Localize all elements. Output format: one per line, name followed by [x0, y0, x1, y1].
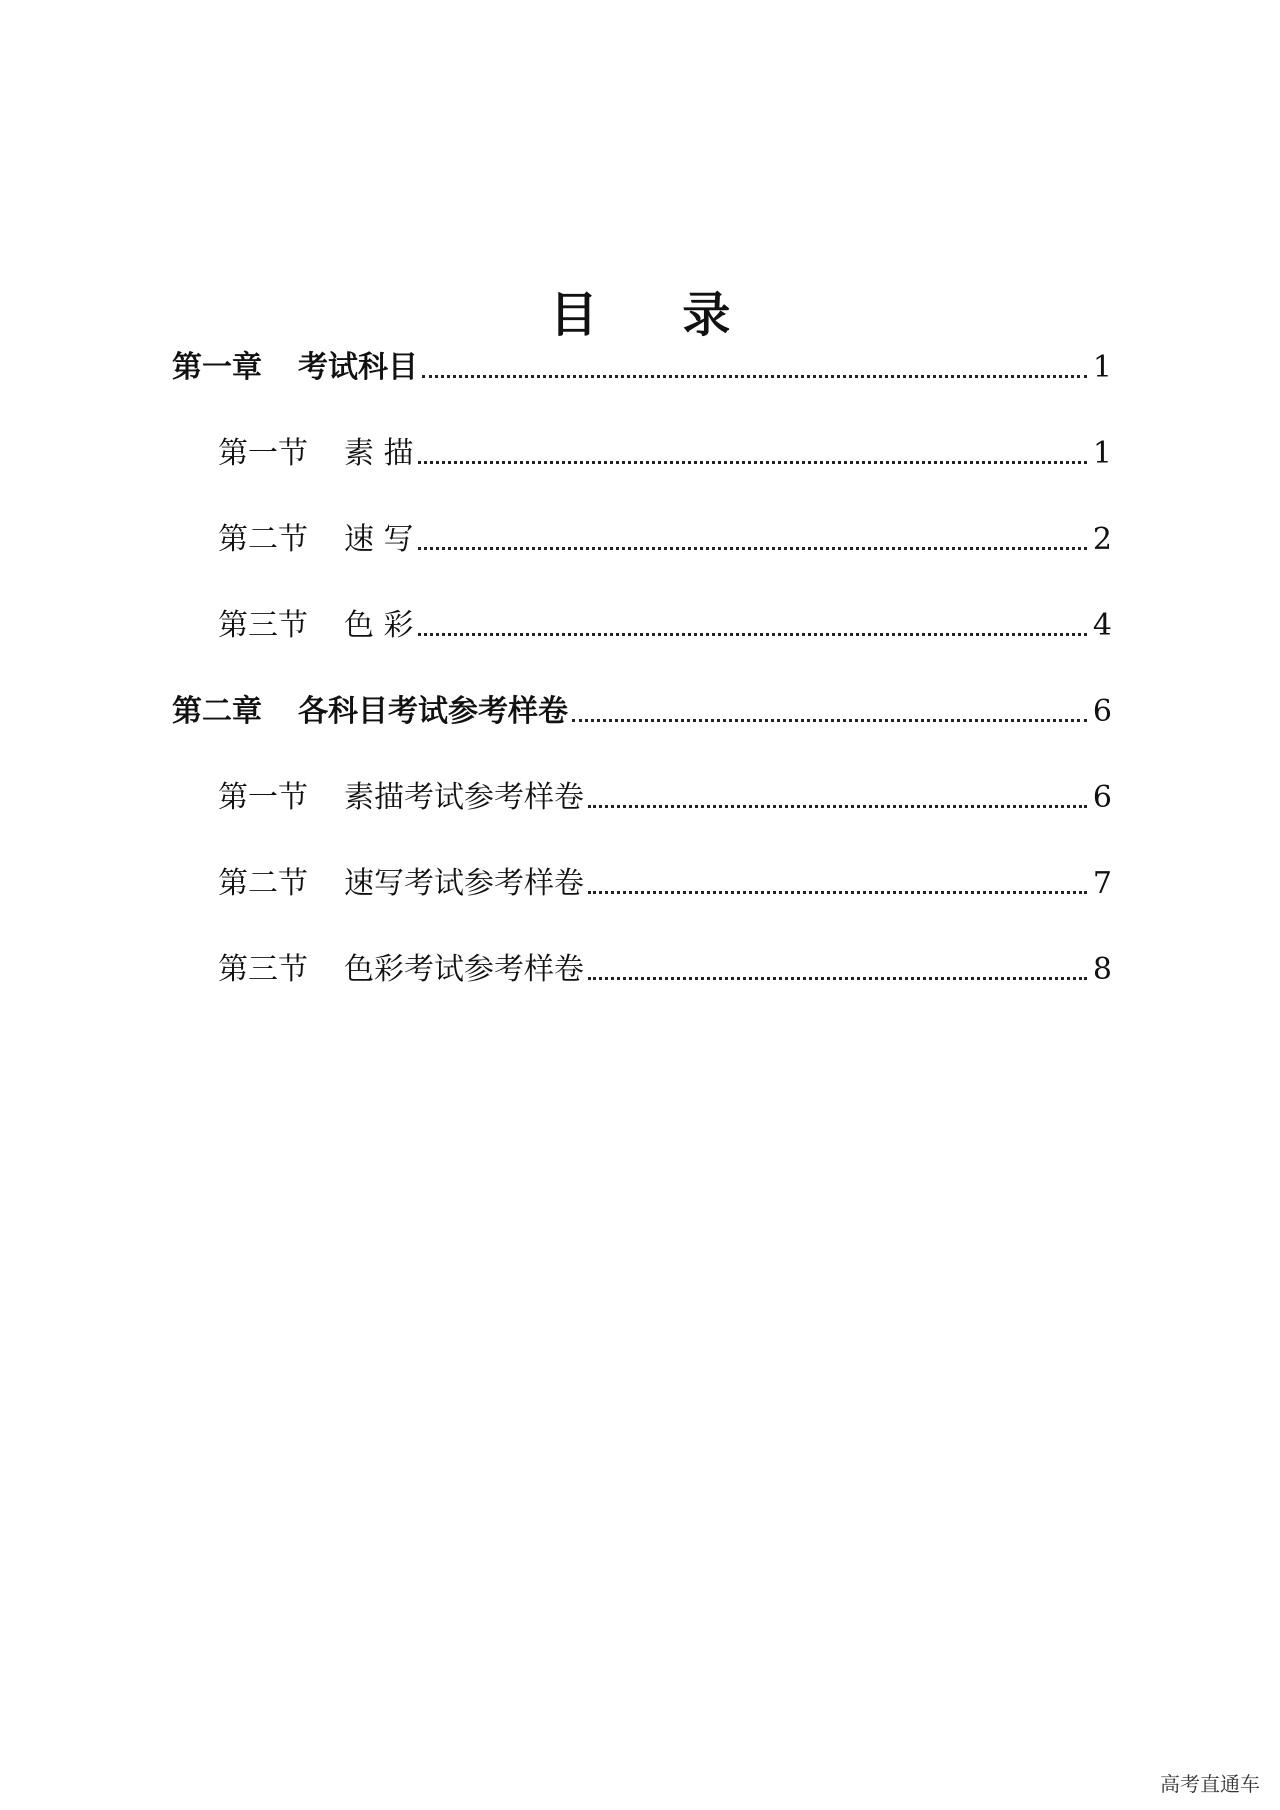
- toc-entry-label: [218, 518, 414, 562]
- toc-entry-chapter-1[interactable]: [172, 346, 1112, 390]
- toc-page-number: 1: [1092, 350, 1112, 385]
- toc-entry-text: 速 写: [344, 522, 414, 557]
- toc-entry-text: 色 彩: [344, 608, 414, 643]
- toc-entry-number: 第一节: [218, 436, 308, 471]
- toc-entry-section-2-2[interactable]: [218, 862, 1112, 906]
- toc-entry-label: [172, 690, 568, 734]
- toc-entry-label: [218, 862, 584, 906]
- watermark-brand: 高考直通车: [1160, 1772, 1260, 1796]
- toc-leader-dots: [572, 719, 1087, 722]
- toc-entry-number: 第一节: [218, 780, 308, 815]
- toc-entry-chapter-2[interactable]: [172, 690, 1112, 734]
- toc-page-number: 6: [1092, 694, 1112, 729]
- toc-entry-text: 考试科目: [298, 350, 418, 385]
- toc-entry-number: 第二节: [218, 522, 308, 557]
- toc-leader-dots: [588, 891, 1087, 894]
- toc-title: 目 录: [549, 287, 765, 343]
- toc-entry-text: 各科目考试参考样卷: [298, 694, 568, 729]
- toc-page-number: 8: [1092, 952, 1112, 987]
- toc-entry-text: 素描考试参考样卷: [344, 780, 584, 815]
- toc-leader-dots: [418, 633, 1087, 636]
- toc-page-number: 1: [1092, 436, 1112, 471]
- toc-leader-dots: [588, 805, 1087, 808]
- toc-leader-dots: [418, 461, 1087, 464]
- toc-entry-number: 第二节: [218, 866, 308, 901]
- toc-entry-text: 素 描: [344, 436, 414, 471]
- toc-entry-text: 速写考试参考样卷: [344, 866, 584, 901]
- toc-leader-dots: [422, 375, 1087, 378]
- toc-entry-label: [218, 432, 414, 476]
- toc-entry-label: [218, 776, 584, 820]
- toc-entry-section-2-3[interactable]: [218, 948, 1112, 992]
- toc-page-number: 6: [1092, 780, 1112, 815]
- toc-leader-dots: [418, 547, 1087, 550]
- toc-entry-section-1-2[interactable]: [218, 518, 1112, 562]
- toc-entry-label: [218, 604, 414, 648]
- toc-entry-label: [218, 948, 584, 992]
- toc-entry-number: 第三节: [218, 608, 308, 643]
- toc-page-number: 4: [1092, 608, 1112, 643]
- toc-entry-text: 色彩考试参考样卷: [344, 952, 584, 987]
- toc-entry-section-1-1[interactable]: [218, 432, 1112, 476]
- toc-entry-label: [172, 346, 418, 390]
- toc-entry-number: 第一章: [172, 350, 262, 385]
- toc-entry-number: 第三节: [218, 952, 308, 987]
- toc-page-number: 7: [1092, 866, 1112, 901]
- toc-entry-number: 第二章: [172, 694, 262, 729]
- toc-entry-section-1-3[interactable]: [218, 604, 1112, 648]
- toc-entry-section-2-1[interactable]: [218, 776, 1112, 820]
- toc-page-number: 2: [1092, 522, 1112, 557]
- toc-leader-dots: [588, 977, 1087, 980]
